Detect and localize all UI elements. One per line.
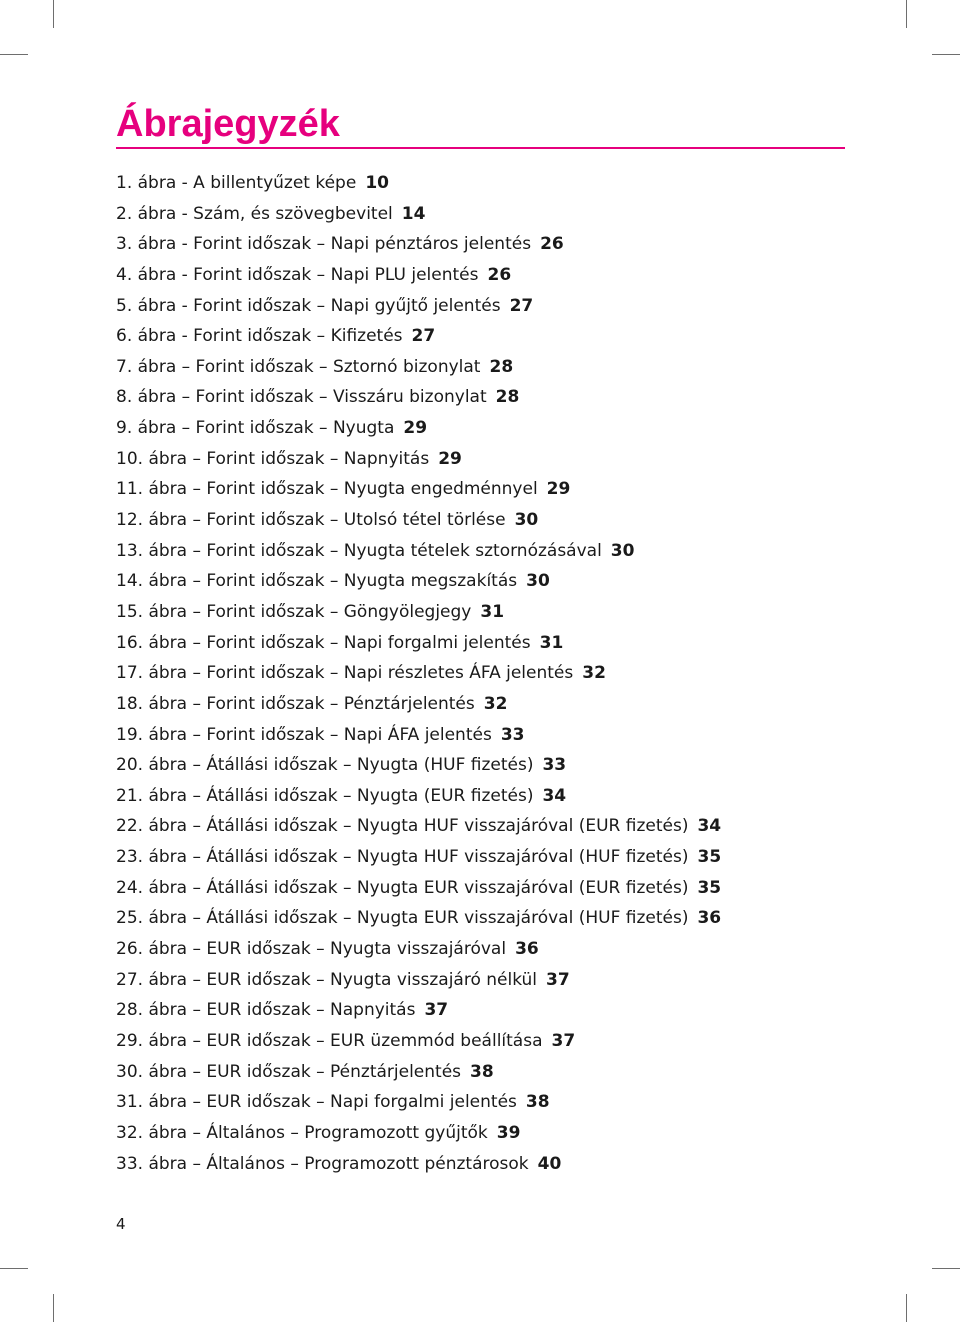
crop-mark-bottom-left <box>53 1294 54 1322</box>
figure-caption: 12. ábra – Forint időszak – Utolsó tétel törlése <box>116 510 506 531</box>
figure-list-item[interactable] <box>116 1026 721 1057</box>
figure-list-item[interactable] <box>116 1057 721 1088</box>
figure-list-item[interactable] <box>116 1118 721 1149</box>
figure-caption: 8. ábra – Forint időszak – Visszáru bizonylat <box>116 387 487 408</box>
figure-caption: 2. ábra - Szám, és szövegbevitel <box>116 203 393 224</box>
figure-caption: 20. ábra – Átállási időszak – Nyugta (HUF fizetés) <box>116 755 534 776</box>
figure-list-item[interactable] <box>116 903 721 934</box>
figure-caption: 33. ábra – Általános – Programozott pénztárosok <box>116 1153 529 1174</box>
figure-list-item[interactable] <box>116 199 721 230</box>
crop-mark-left-lower <box>0 1268 28 1269</box>
figure-caption: 15. ábra – Forint időszak – Göngyölegjegy <box>116 601 472 622</box>
figure-caption: 10. ábra – Forint időszak – Napnyitás <box>116 448 430 469</box>
figure-page-number: 30 <box>610 540 635 561</box>
crop-mark-left-upper <box>0 54 28 55</box>
figure-caption: 17. ábra – Forint időszak – Napi részletes ÁFA jelentés <box>116 663 574 684</box>
figure-page-number: 29 <box>438 448 462 469</box>
figure-caption: 4. ábra - Forint időszak – Napi PLU jelentés <box>116 264 479 285</box>
title-underline <box>116 147 845 149</box>
figure-page-number: 35 <box>697 847 722 868</box>
figure-caption: 26. ábra – EUR időszak – Nyugta visszajáróval <box>116 939 507 960</box>
figure-list-item[interactable] <box>116 291 721 322</box>
figure-caption: 22. ábra – Átállási időszak – Nyugta HUF visszajáróval (EUR fizetés) <box>116 816 689 837</box>
figure-caption: 19. ábra – Forint időszak – Napi ÁFA jelentés <box>116 724 492 745</box>
figure-page-number: 26 <box>540 234 564 255</box>
figure-page-number: 26 <box>487 264 512 285</box>
figure-caption: 25. ábra – Átállási időszak – Nyugta EUR visszajáróval (HUF fizetés) <box>116 908 689 929</box>
figure-caption: 24. ábra – Átállási időszak – Nyugta EUR visszajáróval (EUR fizetés) <box>116 877 689 898</box>
figure-page-number: 14 <box>401 203 426 224</box>
figure-list-item[interactable] <box>116 413 721 444</box>
figure-list-item[interactable] <box>116 689 721 720</box>
figure-list-item[interactable] <box>116 474 721 505</box>
figure-caption: 6. ábra - Forint időszak – Kifizetés <box>116 326 403 347</box>
figure-list-item[interactable] <box>116 720 721 751</box>
page-title: Ábrajegyzék <box>116 103 340 145</box>
figure-list-item[interactable] <box>116 321 721 352</box>
figure-page-number: 29 <box>546 479 571 500</box>
figure-caption: 16. ábra – Forint időszak – Napi forgalmi jelentés <box>116 632 531 653</box>
figure-caption: 21. ábra – Átállási időszak – Nyugta (EUR fizetés) <box>116 785 534 806</box>
figure-list-item[interactable] <box>116 781 721 812</box>
figure-list-item[interactable] <box>116 260 721 291</box>
figure-list-item[interactable] <box>116 505 721 536</box>
figure-list-item[interactable] <box>116 168 721 199</box>
figure-list-item[interactable] <box>116 1149 721 1180</box>
figure-page-number: 10 <box>365 173 389 193</box>
figure-caption: 3. ábra - Forint időszak – Napi pénztáros jelentés <box>116 234 532 255</box>
figure-caption: 18. ábra – Forint időszak – Pénztárjelentés <box>116 693 475 714</box>
figure-list-item[interactable] <box>116 628 721 659</box>
figure-page-number: 31 <box>539 632 564 653</box>
page-number: 4 <box>116 1215 126 1233</box>
figure-list-item[interactable] <box>116 658 721 689</box>
figure-list-item[interactable] <box>116 536 721 567</box>
figure-page-number: 36 <box>515 939 539 960</box>
figure-caption: 29. ábra – EUR időszak – EUR üzemmód beállítása <box>116 1030 543 1051</box>
figure-caption: 31. ábra – EUR időszak – Napi forgalmi jelentés <box>116 1092 517 1113</box>
figure-page-number: 30 <box>514 510 539 531</box>
crop-mark-bottom-right <box>906 1294 907 1322</box>
figure-list-item[interactable] <box>116 934 721 965</box>
figure-caption: 30. ábra – EUR időszak – Pénztárjelentés <box>116 1061 462 1082</box>
figure-caption: 13. ábra – Forint időszak – Nyugta tételek sztornózásával <box>116 540 602 561</box>
crop-mark-right-lower <box>932 1268 960 1269</box>
figure-caption: 23. ábra – Átállási időszak – Nyugta HUF visszajáróval (HUF fizetés) <box>116 847 689 868</box>
figure-list-item[interactable] <box>116 873 721 904</box>
figure-page-number: 28 <box>489 356 514 377</box>
figure-page-number: 27 <box>411 326 436 347</box>
figure-page-number: 34 <box>542 785 567 806</box>
figure-page-number: 39 <box>496 1122 521 1143</box>
figure-list-item[interactable] <box>116 995 721 1026</box>
figure-page-number: 33 <box>542 755 567 776</box>
figure-list-item[interactable] <box>116 750 721 781</box>
figure-caption: 7. ábra – Forint időszak – Sztornó bizonylat <box>116 356 481 377</box>
figure-page-number: 40 <box>537 1153 562 1174</box>
figure-list-item[interactable] <box>116 811 721 842</box>
crop-mark-top-right <box>906 0 907 28</box>
figure-caption: 5. ábra - Forint időszak – Napi gyűjtő jelentés <box>116 295 501 316</box>
figure-list-item[interactable] <box>116 352 721 383</box>
figure-list-item[interactable] <box>116 229 721 260</box>
figure-caption: 28. ábra – EUR időszak – Napnyitás <box>116 1000 416 1021</box>
figure-list-item[interactable] <box>116 566 721 597</box>
figure-caption: 27. ábra – EUR időszak – Nyugta visszajáró nélkül <box>116 969 538 990</box>
figure-list-item[interactable] <box>116 965 721 996</box>
figure-page-number: 32 <box>582 663 606 684</box>
figure-page-number: 29 <box>403 418 428 439</box>
figure-list-item[interactable] <box>116 1087 721 1118</box>
figure-page-number: 37 <box>424 1000 449 1021</box>
figure-page-number: 38 <box>470 1061 494 1082</box>
crop-mark-top-left <box>53 0 54 28</box>
figure-caption: 14. ábra – Forint időszak – Nyugta megszakítás <box>116 571 518 592</box>
figure-page-number: 27 <box>509 295 534 316</box>
figure-page-number: 37 <box>546 969 570 990</box>
figure-page-number: 32 <box>483 693 508 714</box>
figure-caption: 32. ábra – Általános – Programozott gyűjtők <box>116 1122 488 1143</box>
figure-page-number: 38 <box>525 1092 550 1113</box>
figure-list-item[interactable] <box>116 597 721 628</box>
figure-page-number: 30 <box>526 571 550 592</box>
figure-page-number: 36 <box>697 908 722 929</box>
figure-caption: 9. ábra – Forint időszak – Nyugta <box>116 418 395 439</box>
figure-list-item[interactable] <box>116 444 721 475</box>
figure-list-item[interactable] <box>116 842 721 873</box>
figure-page-number: 34 <box>697 816 722 837</box>
figure-page-number: 37 <box>551 1030 576 1051</box>
figure-caption: 11. ábra – Forint időszak – Nyugta engedménnyel <box>116 479 538 500</box>
figure-page-number: 28 <box>495 387 520 408</box>
figure-page-number: 31 <box>480 601 505 622</box>
figure-page-number: 33 <box>500 724 525 745</box>
figure-caption: 1. ábra - A billentyűzet képe <box>116 173 357 193</box>
figure-page-number: 35 <box>697 877 722 898</box>
crop-mark-right-upper <box>932 54 960 55</box>
figure-list-item[interactable] <box>116 382 721 413</box>
figure-list <box>116 168 721 1179</box>
